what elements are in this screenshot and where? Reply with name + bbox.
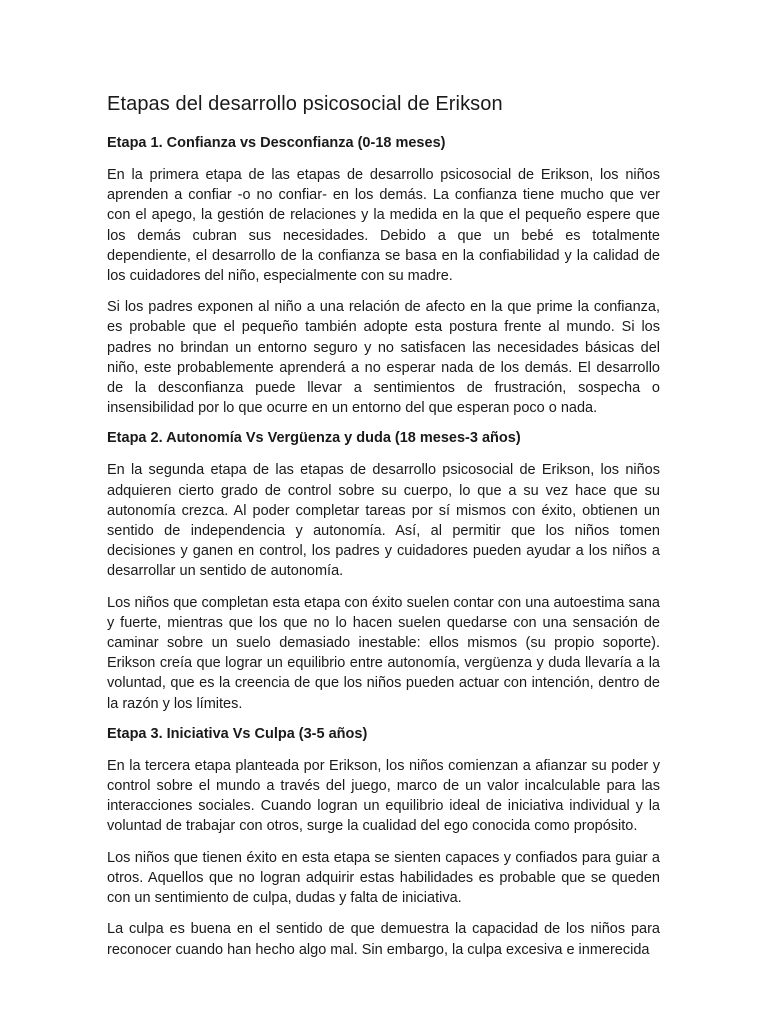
section-heading: Etapa 3. Iniciativa Vs Culpa (3-5 años): [107, 725, 368, 742]
paragraph: Si los padres exponen al niño a una relación de afecto en la que prime la confianza, es probable que el pequeño también adopte esta postura frente al mundo. Si los padres no brindan un entorno seguro y no satisfacen las necesidades básicas del niño, este probablemente aprenderá a no esperar nada de los demás. El desarrollo de la desconfianza puede llevar a sentimientos de frustración, sospecha o insensibilidad por lo que ocurre en un entorno del que esperan poco o nada.: [107, 299, 660, 417]
paragraph: Los niños que tienen éxito en esta etapa se sienten capaces y confiados para guiar a otros. Aquellos que no logran adquirir estas habilidades es probable que se queden con un sentimiento de culpa, dudas y falta de iniciativa.: [107, 849, 660, 907]
paragraph: Los niños que completan esta etapa con éxito suelen contar con una autoestima sana y fuerte, mientras que los que no lo hacen suelen quedarse con una sensación de caminar sobre un suelo demasiado inestable: ellos mismos (su propio soporte). Erikson creía que lograr un equilibrio entre autonomía, vergüenza y duda llevaría a la voluntad, que es la creencia de que los niños pueden actuar con intención, dentro de la razón y los límites.: [107, 594, 660, 712]
paragraph: En la tercera etapa planteada por Erikson, los niños comienzan a afianzar su poder y control sobre el mundo a través del juego, marco de un valor incalculable para las interacciones sociales. Cuando logran un equilibrio ideal de iniciativa individual y la voluntad de trabajar con otros, surge la cualidad del ego conocida como propósito.: [107, 757, 660, 835]
paragraph: La culpa es buena en el sentido de que demuestra la capacidad de los niños para reconocer cuando han hecho algo mal. Sin embargo, la culpa excesiva e inmerecida: [107, 921, 660, 958]
paragraph: En la primera etapa de las etapas de desarrollo psicosocial de Erikson, los niños aprenden a confiar -o no confiar- en los demás. La confianza tiene mucho que ver con el apego, la gestión de relaciones y la medida en la que el pequeño espere que los demás cubran sus necesidades. Debido a que un bebé es totalmente dependiente, el desarrollo de la confianza se basa en la confiabilidad y la calidad de los cuidadores del niño, especialmente con su madre.: [107, 167, 660, 285]
section-heading: Etapa 1. Confianza vs Desconfianza (0-18 meses): [107, 135, 446, 151]
section-heading: Etapa 2. Autonomía Vs Vergüenza y duda (18 meses-3 años): [107, 430, 521, 447]
paragraph: En la segunda etapa de las etapas de desarrollo psicosocial de Erikson, los niños adquieren cierto grado de control sobre su cuerpo, lo que a su vez hace que su autonomía crezca. Al poder completar tareas por sí mismos con éxito, obtienen un sentido de independencia y autonomía. Así, al permitir que los niños tomen decisiones y ganen en control, los padres y cuidadores pueden ayudar a los niños a desarrollar un sentido de autonomía.: [107, 462, 660, 580]
section-stage-3: [107, 725, 660, 960]
section-stage-1: [107, 134, 660, 418]
section-stage-2: [107, 429, 660, 713]
document-page: [107, 91, 660, 971]
document-title: Etapas del desarrollo psicosocial de Erikson: [107, 93, 503, 115]
